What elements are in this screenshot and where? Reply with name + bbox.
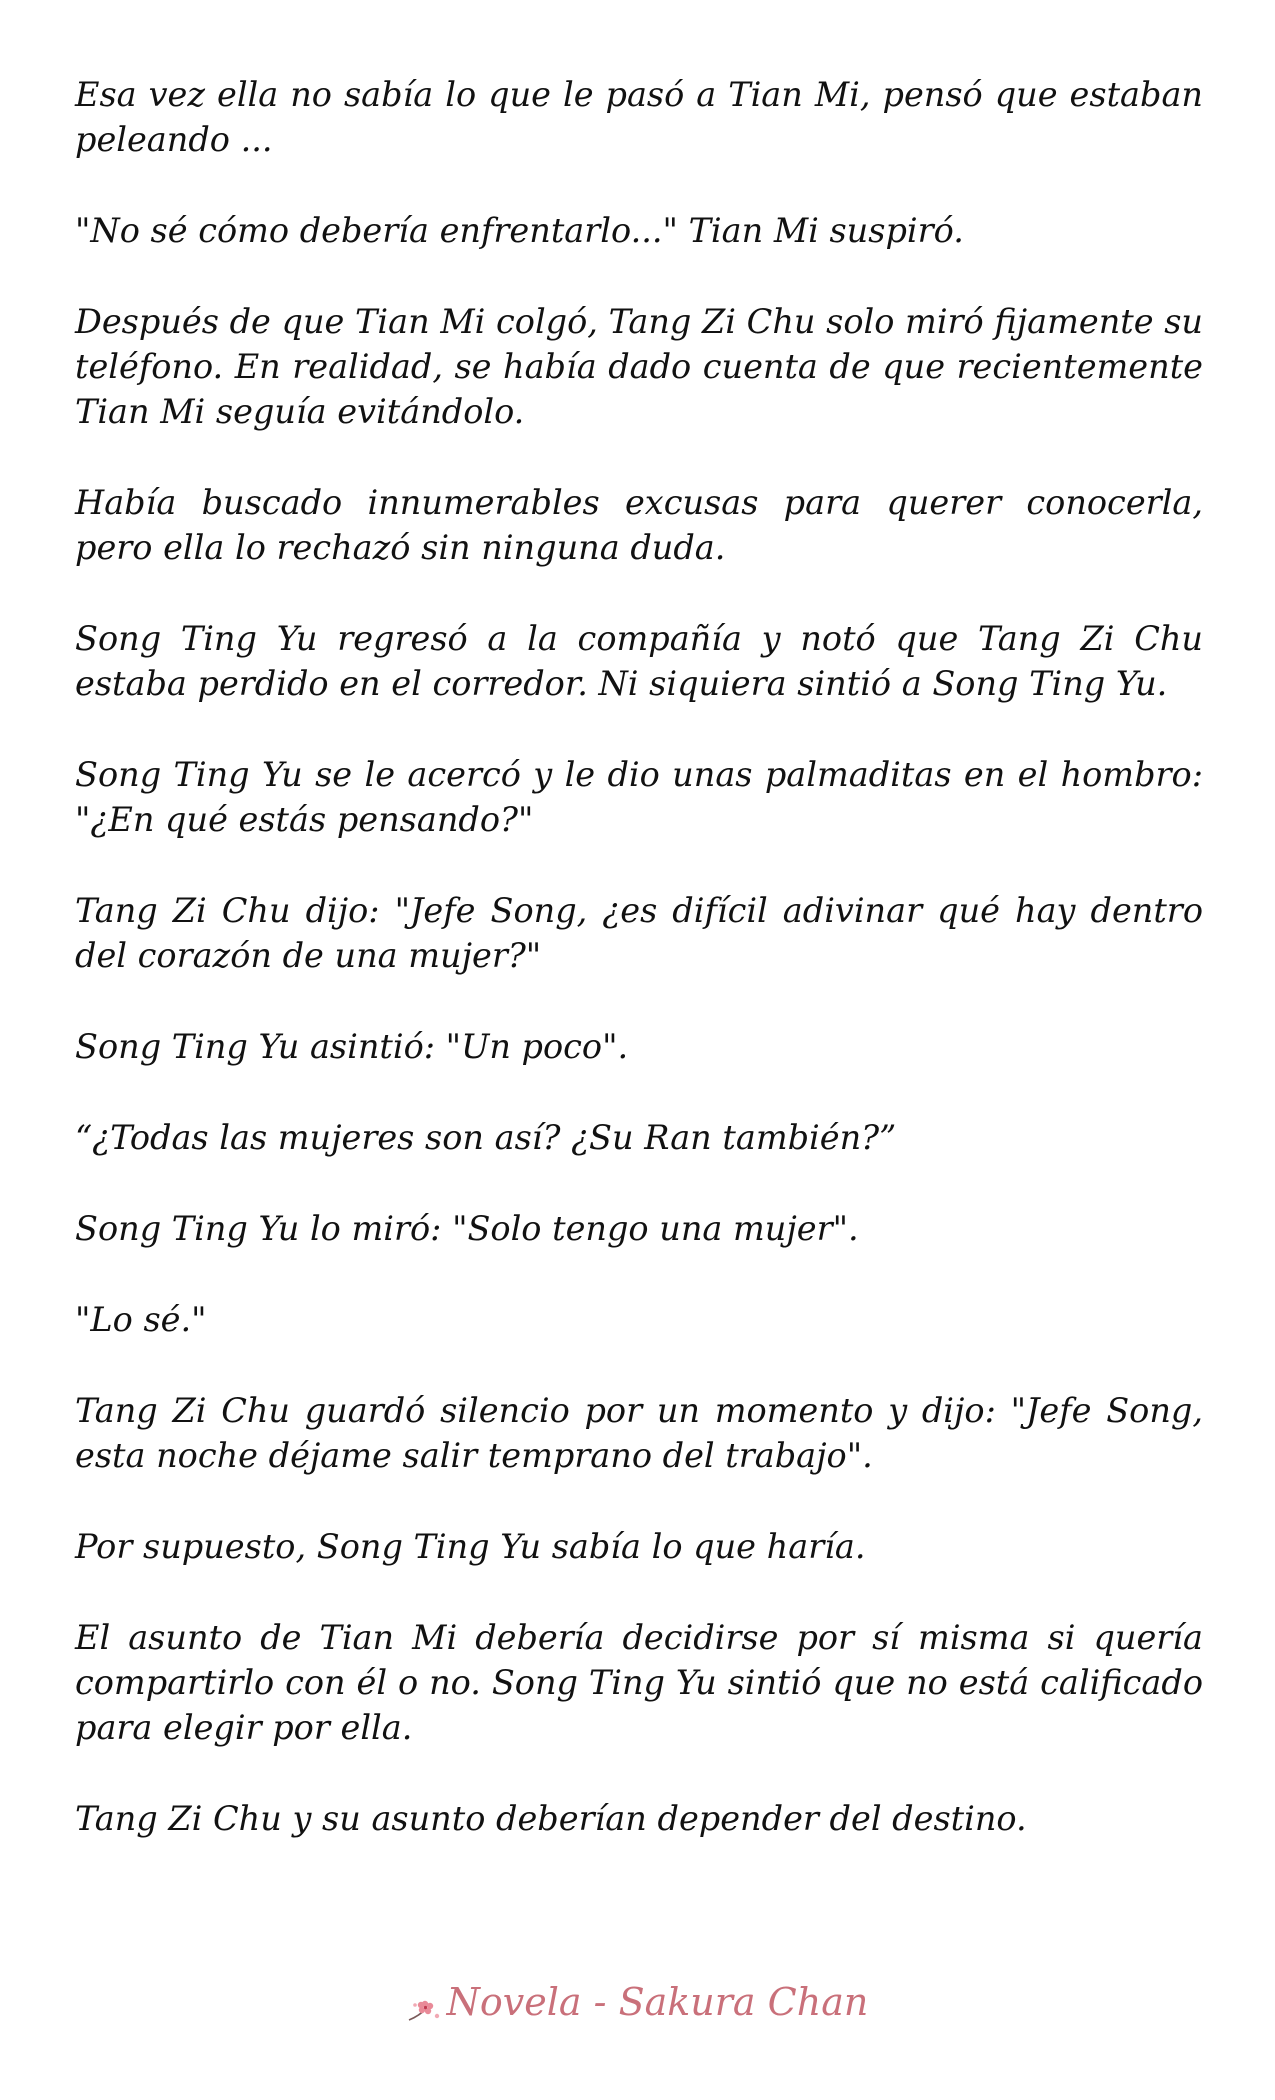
paragraph: “¿Todas las mujeres son así? ¿Su Ran también?” — [75, 1118, 897, 1157]
paragraph: Song Ting Yu se le acercó y le dio unas palmaditas en el hombro: "¿En qué estás pensando?" — [75, 755, 1203, 839]
paragraph: Song Ting Yu regresó a la compañía y notó que Tang Zi Chu estaba perdido en el corredor. Ni siquiera sintió a Song Ting Yu. — [75, 619, 1203, 703]
paragraph: Había buscado innumerables excusas para querer conocerla, pero ella lo rechazó sin ninguna duda. — [75, 483, 1203, 567]
paragraph: Tang Zi Chu dijo: "Jefe Song, ¿es difícil adivinar qué hay dentro del corazón de una mujer?" — [75, 891, 1203, 975]
paragraph: Por supuesto, Song Ting Yu sabía lo que haría. — [75, 1527, 866, 1566]
watermark — [0, 1980, 1275, 2024]
paragraph: "Lo sé." — [75, 1300, 207, 1339]
paragraph: Tang Zi Chu guardó silencio por un momento y dijo: "Jefe Song, esta noche déjame salir temprano del trabajo". — [75, 1391, 1203, 1475]
paragraph: "No sé cómo debería enfrentarlo..." Tian Mi suspiró. — [75, 211, 964, 250]
paragraph: El asunto de Tian Mi debería decidirse por sí misma si quería compartirlo con él o no. Song Ting Yu sintió que no está calificado para elegir por ella. — [75, 1618, 1203, 1747]
paragraph: Song Ting Yu lo miró: "Solo tengo una mujer". — [75, 1209, 859, 1248]
sakura-flower-icon — [407, 1991, 443, 2021]
paragraph: Después de que Tian Mi colgó, Tang Zi Chu solo miró fijamente su teléfono. En realidad, se había dado cuenta de que recientemente Tian Mi seguía evitándolo. — [75, 302, 1203, 431]
story-text — [75, 72, 1203, 1887]
watermark-text: Novela - Sakura Chan — [446, 1980, 869, 2024]
paragraph: Song Ting Yu asintió: "Un poco". — [75, 1027, 629, 1066]
paragraph: Esa vez ella no sabía lo que le pasó a Tian Mi, pensó que estaban peleando ... — [75, 75, 1203, 159]
paragraph: Tang Zi Chu y su asunto deberían depender del destino. — [75, 1799, 1027, 1838]
